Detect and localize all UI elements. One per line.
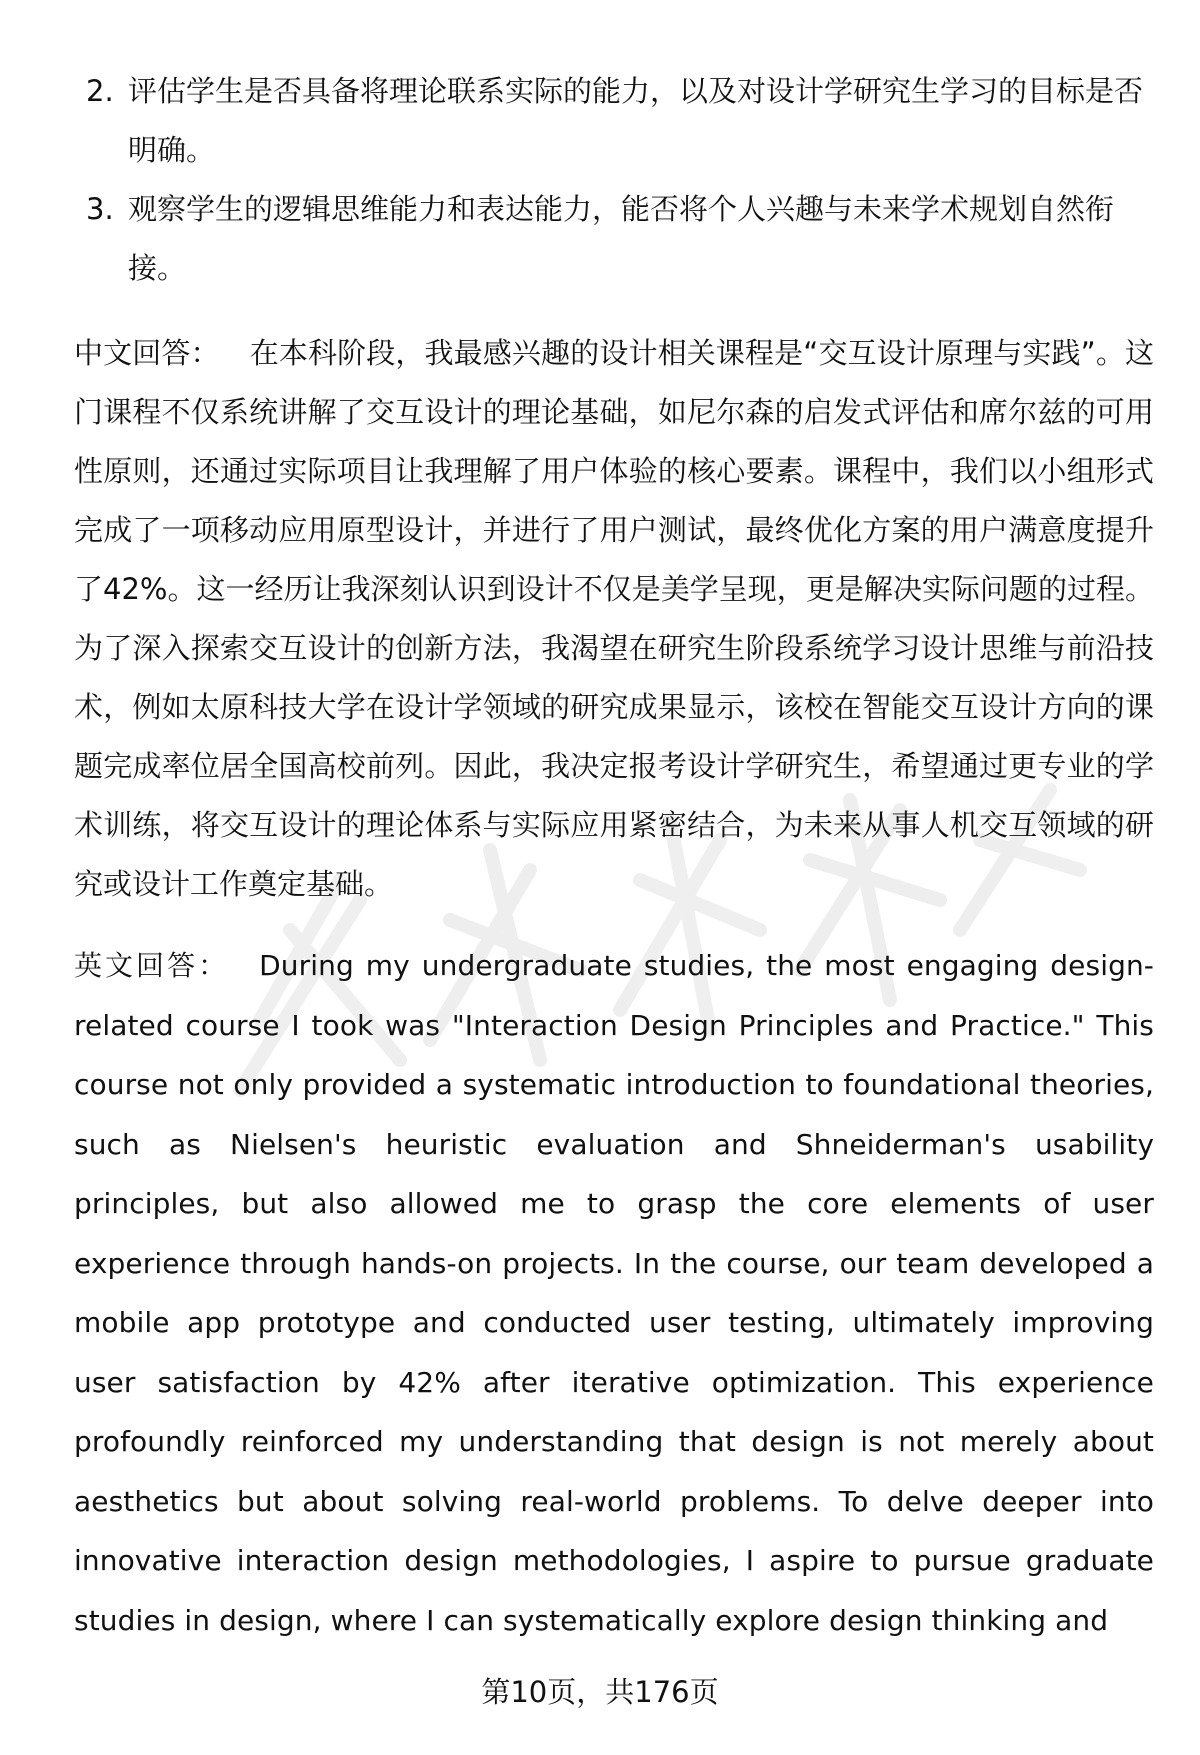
chinese-answer-label: 中文回答： — [74, 336, 220, 370]
english-answer — [74, 936, 1154, 1650]
list-item — [86, 62, 1154, 180]
english-answer-text: During my undergraduate studies, the most engaging design-related course I took was "Interaction Design Principles and Practice." This course not only provided a systematic introduction to foundational theories, such as Nielsen's heuristic evaluation and Shneiderman's usability principles, but also allowed me to grasp the core elements of user experience through hands-on projects. In the course, our team developed a mobile app prototype and conducted user testing, ultimately improving user satisfaction by 42% after iterative optimization. This experience profoundly reinforced my understanding that design is not merely about aesthetics but about solving real-world problems. To delve deeper into innovative interaction design methodologies, I aspire to pursue graduate studies in design, where I can systematically explore design thinking and — [74, 949, 1154, 1637]
page-footer: 第10页，共176页 — [481, 1675, 719, 1709]
english-answer-label: 英文回答： — [74, 949, 230, 982]
list-text: 观察学生的逻辑思维能力和表达能力，能否将个人兴趣与未来学术规划自然衔接。 — [128, 192, 1115, 285]
list-item — [86, 180, 1154, 298]
criteria-list — [74, 62, 1154, 298]
list-number: 3. — [86, 192, 114, 226]
list-text: 评估学生是否具备将理论联系实际的能力，以及对设计学研究生学习的目标是否明确。 — [128, 74, 1144, 167]
list-number: 2. — [86, 74, 114, 108]
document-page — [74, 62, 1154, 1650]
chinese-answer — [74, 324, 1154, 914]
chinese-answer-text: 在本科阶段，我最感兴趣的设计相关课程是“交互设计原理与实践”。这门课程不仅系统讲解了交互设计的理论基础，如尼尔森的启发式评估和席尔兹的可用性原则，还通过实际项目让我理解了用户体验的核心要素。课程中，我们以小组形式完成了一项移动应用原型设计，并进行了用户测试，最终优化方案的用户满意度提升了42%。这一经历让我深刻认识到设计不仅是美学呈现，更是解决实际问题的过程。为了深入探索交互设计的创新方法，我渴望在研究生阶段系统学习设计思维与前沿技术，例如太原科技大学在设计学领域的研究成果显示，该校在智能交互设计方向的课题完成率位居全国高校前列。因此，我决定报考设计学研究生，希望通过更专业的学术训练，将交互设计的理论体系与实际应用紧密结合，为未来从事人机交互领域的研究或设计工作奠定基础。 — [74, 336, 1154, 901]
